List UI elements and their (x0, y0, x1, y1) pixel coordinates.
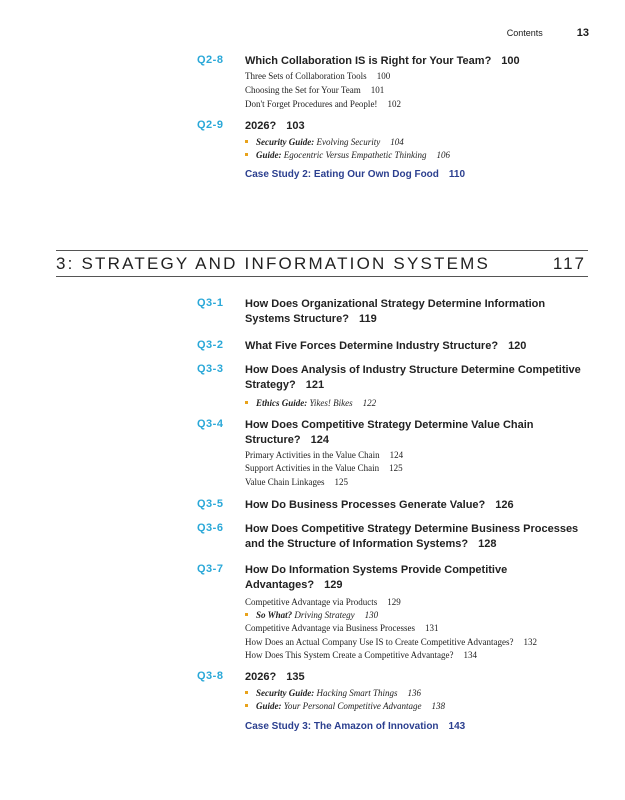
toc-guide-entry[interactable]: Security Guide: Evolving Security 104 (245, 137, 404, 147)
bullet-icon (245, 704, 248, 707)
question-title: How Does Competitive Strategy Determine Value Chain Structure? 124 (245, 419, 534, 446)
toc-subentry[interactable]: Don't Forget Procedures and People! 102 (245, 99, 401, 109)
question-title: How Do Information Systems Provide Competitive Advantages? 129 (245, 564, 508, 591)
case-study-entry[interactable]: Case Study 2: Eating Our Own Dog Food 110 (245, 169, 466, 180)
bullet-icon (245, 140, 248, 143)
chapter-heading[interactable] (56, 250, 588, 277)
toc-guide-entry[interactable]: Guide: Your Personal Competitive Advantage 138 (245, 701, 445, 711)
question-code: Q3-1 (197, 297, 224, 309)
page-header (507, 27, 589, 39)
bullet-icon (245, 153, 248, 156)
toc-guide-entry[interactable]: Security Guide: Hacking Smart Things 136 (245, 688, 421, 698)
toc-subentry[interactable]: Three Sets of Collaboration Tools 100 (245, 71, 391, 81)
question-code: Q3-7 (197, 563, 224, 575)
question-title: 2026? 103 (245, 120, 305, 132)
bullet-icon (245, 613, 248, 616)
page-ref: 103 (286, 120, 305, 132)
question-code: Q2-8 (197, 54, 224, 66)
case-study-entry[interactable]: Case Study 3: The Amazon of Innovation 143 (245, 721, 466, 732)
question-title: 2026? 135 (245, 671, 305, 683)
chapter-title: 3: STRATEGY AND INFORMATION SYSTEMS (56, 254, 491, 273)
question-title: How Does Organizational Strategy Determine Information Systems Structure? 119 (245, 298, 546, 325)
question-title: What Five Forces Determine Industry Structure? 120 (245, 340, 527, 352)
toc-subentry[interactable]: Primary Activities in the Value Chain 124 (245, 450, 404, 460)
toc-subentry[interactable]: Competitive Advantage via Products 129 (245, 597, 401, 607)
toc-guide-entry[interactable]: Guide: Egocentric Versus Empathetic Thinking 106 (245, 150, 450, 160)
toc-subentry[interactable]: Support Activities in the Value Chain 125 (245, 463, 403, 473)
toc-subentry[interactable]: How Does an Actual Company Use IS to Create Competitive Advantages? 132 (245, 637, 537, 647)
toc-guide-entry[interactable]: So What? Driving Strategy 130 (245, 610, 378, 620)
question-code: Q3-5 (197, 498, 224, 510)
question-title: How Does Analysis of Industry Structure Determine Competitive Strategy? 121 (245, 364, 581, 391)
question-code: Q3-6 (197, 522, 224, 534)
question-code: Q3-4 (197, 418, 224, 430)
question-code: Q3-3 (197, 363, 224, 375)
question-title: How Do Business Processes Generate Value? 126 (245, 499, 514, 511)
bullet-icon (245, 691, 248, 694)
question-title: Which Collaboration IS is Right for Your Team? 100 (245, 55, 520, 67)
page-ref: 100 (501, 55, 520, 67)
chapter-page: 117 (552, 254, 586, 273)
toc-guide-entry[interactable]: Ethics Guide: Yikes! Bikes 122 (245, 398, 376, 408)
toc-subentry[interactable]: How Does This System Create a Competitive Advantage? 134 (245, 650, 478, 660)
running-head: Contents (506, 28, 543, 38)
toc-subentry[interactable]: Competitive Advantage via Business Processes 131 (245, 623, 439, 633)
bullet-icon (245, 401, 248, 404)
page-number: 13 (576, 27, 589, 39)
toc-subentry[interactable]: Value Chain Linkages 125 (245, 477, 348, 487)
question-code: Q3-8 (197, 670, 224, 682)
question-code: Q3-2 (197, 339, 224, 351)
question-title: How Does Competitive Strategy Determine Business Processes and the Structure of Information Systems? 128 (245, 523, 579, 550)
toc-subentry[interactable]: Choosing the Set for Your Team 101 (245, 85, 385, 95)
question-code: Q2-9 (197, 119, 224, 131)
